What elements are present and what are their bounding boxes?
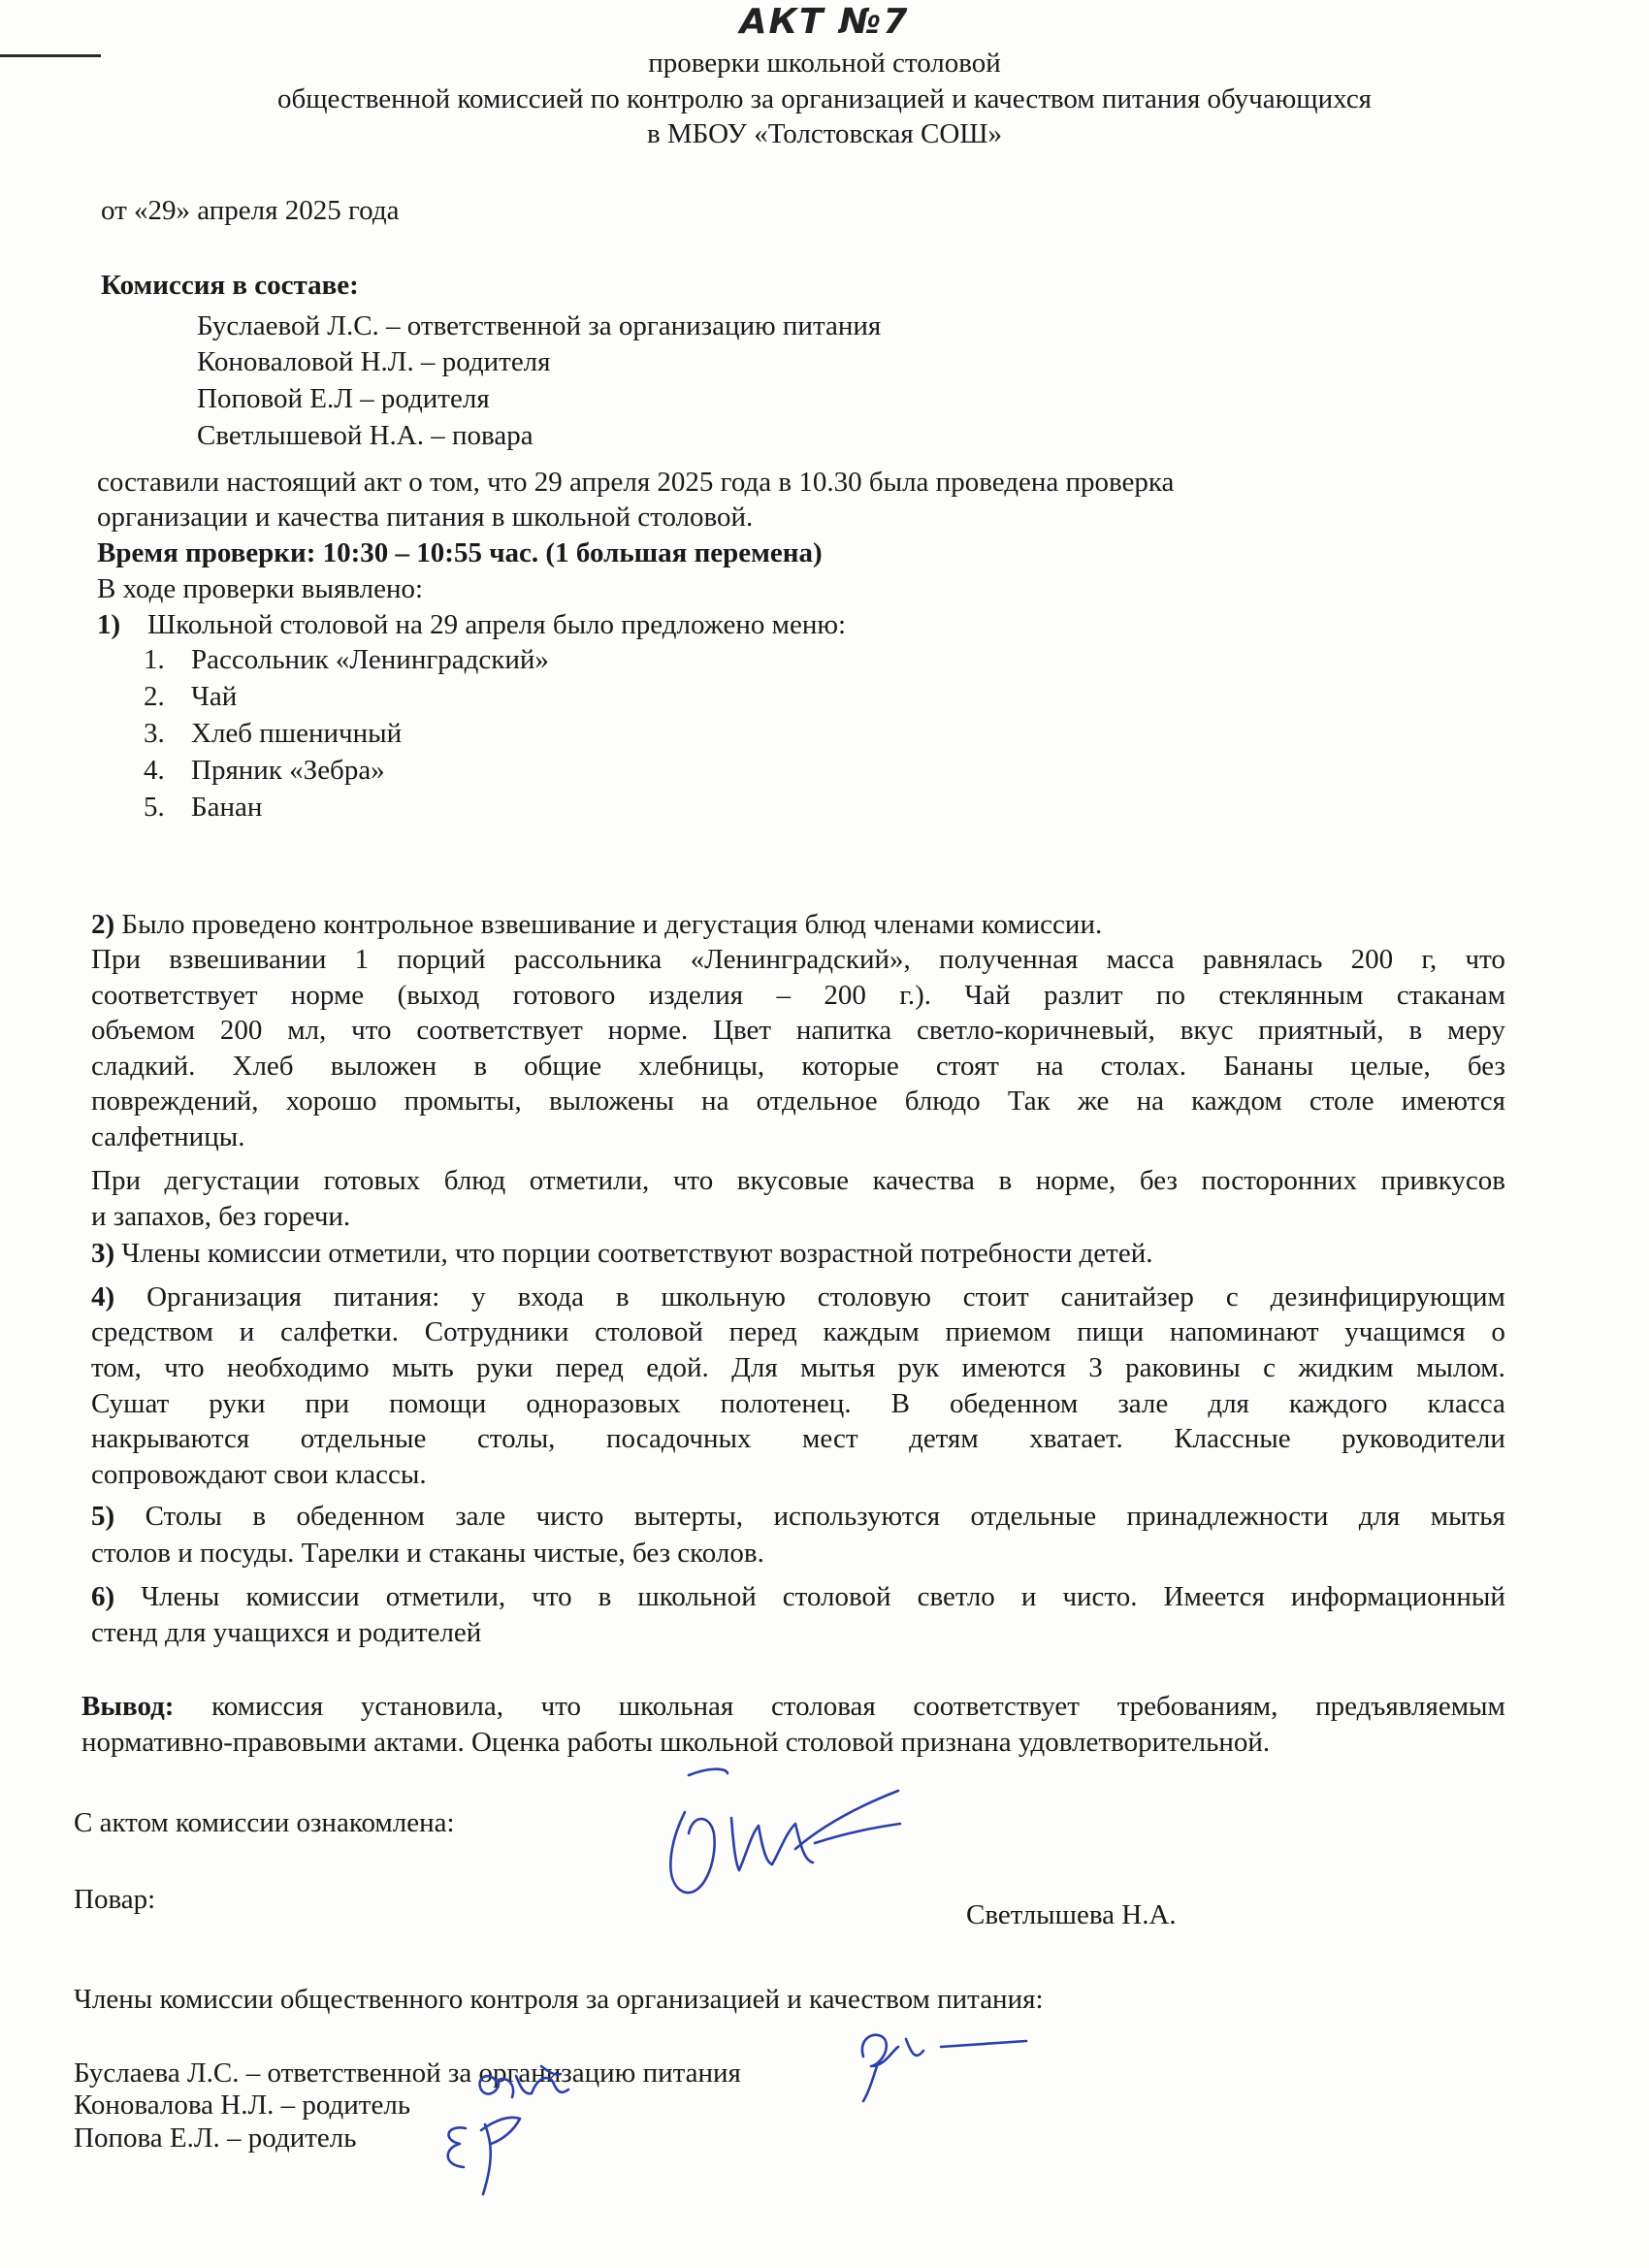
word: без: [1467, 1051, 1505, 1082]
word: мыть: [392, 1352, 454, 1383]
word: светло-коричневый,: [916, 1015, 1155, 1046]
word: При: [91, 1165, 141, 1196]
item-5-first-line: [91, 1500, 1505, 1533]
item-4-line: сопровождают свои классы.: [91, 1459, 427, 1490]
item-3: [91, 1237, 1152, 1270]
word: с: [1225, 1281, 1239, 1312]
word: Для: [731, 1352, 778, 1383]
word: едой.: [646, 1352, 709, 1383]
word: рук: [897, 1352, 940, 1383]
word: и: [239, 1316, 255, 1347]
item-2-line: [91, 1050, 1505, 1083]
word: комиссия: [211, 1691, 324, 1722]
word: средством: [91, 1316, 213, 1347]
word: Хлеб: [232, 1051, 294, 1082]
word: выложен: [330, 1051, 437, 1082]
word: мл,: [287, 1015, 327, 1046]
item-3-text: Члены комиссии отметили, что порции соответствуют возрастной потребности детей.: [114, 1238, 1153, 1269]
word: что: [351, 1015, 392, 1046]
word: «Ленинградский»,: [690, 944, 911, 975]
popova-signature: [427, 2086, 563, 2202]
word: по: [1155, 980, 1185, 1011]
menu-item-number: 2.: [144, 681, 165, 712]
word: мест: [802, 1423, 858, 1454]
word: столе: [1309, 1085, 1374, 1117]
word: входа: [517, 1281, 584, 1312]
word: информационный: [1290, 1581, 1505, 1612]
word: столы,: [476, 1423, 556, 1454]
word: Так: [1007, 1085, 1051, 1117]
word: что: [1465, 944, 1505, 975]
signer-line: Коновалова Н.Л. – родитель: [74, 2090, 411, 2121]
item-2-line: и запахов, без горечи.: [91, 1201, 351, 1232]
word: требованиям,: [1116, 1691, 1278, 1722]
act-date: от «29» апреля 2025 года: [101, 195, 400, 226]
word: необходимо: [226, 1352, 370, 1383]
word: меру: [1446, 1015, 1505, 1046]
item-2-line: [91, 979, 1505, 1012]
word: санитайзер: [1060, 1281, 1194, 1312]
word: промыты,: [404, 1085, 522, 1117]
intro-line: составили настоящий акт о том, что 29 апреля 2025 года в 10.30 была проведена проверка: [97, 467, 1175, 498]
word: без: [1139, 1165, 1178, 1196]
item-2-line: салфетницы.: [91, 1121, 245, 1152]
word: вкус: [1180, 1015, 1234, 1046]
menu-item-number: 1.: [144, 644, 165, 675]
word: том,: [91, 1352, 142, 1383]
word: дезинфицирующим: [1270, 1281, 1505, 1312]
word: отдельные: [300, 1423, 427, 1454]
word: в: [252, 1501, 267, 1532]
word: целые,: [1350, 1051, 1431, 1082]
word: зале: [455, 1501, 506, 1532]
word: готового: [512, 980, 616, 1011]
word: г.).: [899, 980, 932, 1011]
word: перед: [555, 1352, 624, 1383]
word: столовой: [782, 1581, 891, 1612]
word: соответствует: [913, 1691, 1080, 1722]
word: в: [473, 1051, 488, 1082]
word: для: [1208, 1388, 1249, 1419]
header-line-3: в МБОУ «Толстовская СОШ»: [646, 118, 1003, 149]
word: что: [532, 1581, 572, 1612]
word: в: [998, 1165, 1013, 1196]
cook-name: Светлышева Н.А.: [966, 1899, 1177, 1930]
commission-heading: Комиссия в составе:: [101, 270, 359, 301]
word: (выход: [397, 980, 480, 1011]
item-2-first-line: [91, 908, 1102, 941]
word: повреждений,: [91, 1085, 259, 1117]
word: хватает.: [1029, 1423, 1123, 1454]
item-2-line: [91, 1085, 1505, 1118]
word: вытерты,: [633, 1501, 744, 1532]
item-2-line: [91, 1014, 1505, 1047]
item-3-number: 3): [91, 1238, 115, 1269]
word: пищи: [1077, 1316, 1145, 1347]
menu-item-number: 3.: [144, 718, 165, 749]
word: школьной: [637, 1581, 757, 1612]
word: имеются: [961, 1352, 1066, 1383]
commission-member: Буслаевой Л.С. – ответственной за организацию питания: [197, 310, 882, 341]
commission-member: Светлышевой Н.А. – повара: [197, 420, 534, 451]
word: посторонних: [1201, 1165, 1357, 1196]
word: обеденном: [296, 1501, 425, 1532]
word: на: [701, 1085, 729, 1117]
word: и: [1020, 1581, 1037, 1612]
word: Имеется: [1163, 1581, 1265, 1612]
item-6-number: 6): [91, 1581, 115, 1612]
word: Цвет: [713, 1015, 772, 1046]
word: соответствует: [91, 980, 258, 1011]
word: класса: [1427, 1388, 1505, 1419]
word: дегустации: [164, 1165, 300, 1196]
word: Классные: [1174, 1423, 1291, 1454]
word: стоит: [962, 1281, 1029, 1312]
word: мылом.: [1416, 1352, 1505, 1383]
header-line-2: общественной комиссией по контролю за организацией и качеством питания обучающихся: [276, 83, 1373, 114]
word: полотенец.: [720, 1388, 852, 1419]
item-4-first-line: [91, 1280, 1505, 1313]
word: норме,: [1035, 1165, 1116, 1196]
menu-item-name: Пряник «Зебра»: [191, 755, 385, 786]
word: школьную: [661, 1281, 786, 1312]
word: отметили,: [385, 1581, 506, 1612]
word: руководители: [1342, 1423, 1505, 1454]
word: в: [598, 1581, 612, 1612]
item-2-line: [91, 1164, 1505, 1197]
word: детям: [909, 1423, 979, 1454]
word: школьная: [618, 1691, 734, 1722]
menu-item-name: Хлеб пшеничный: [191, 718, 403, 749]
menu-item-name: Рассольник «Ленинградский»: [191, 644, 549, 675]
check-time: Время проверки: 10:30 – 10:55 час. (1 большая перемена): [97, 537, 823, 568]
word: г,: [1421, 944, 1438, 975]
item-6-line: стенд для учащихся и родителей: [91, 1617, 482, 1648]
word: стеклянным: [1218, 980, 1364, 1011]
word: каждом: [1191, 1085, 1282, 1117]
word: зале: [1117, 1388, 1169, 1419]
word: же: [1077, 1085, 1110, 1117]
word: порций: [397, 944, 486, 975]
menu-item-number: 5.: [144, 792, 165, 823]
word: 1: [354, 944, 370, 975]
cook-signature: [650, 1756, 902, 1921]
members-heading: Члены комиссии общественного контроля за организацией и качеством питания:: [74, 1984, 1044, 2015]
item-1-text: Школьной столовой на 29 апреля было предложено меню:: [147, 609, 847, 640]
act-title: АКТ №7: [739, 2, 910, 42]
word: При: [91, 944, 141, 975]
word: столовую: [817, 1281, 931, 1312]
word: приятный,: [1258, 1015, 1384, 1046]
acquainted-label: С актом комиссии ознакомлена:: [74, 1807, 455, 1838]
item-5-number: 5): [91, 1501, 115, 1532]
word: равнялась: [1202, 944, 1323, 975]
word: Члены: [141, 1581, 220, 1612]
header-line-1: проверки школьной столовой: [648, 48, 1001, 79]
word: Сушат: [91, 1388, 170, 1419]
word: отметили,: [529, 1165, 650, 1196]
word: руки: [209, 1388, 266, 1419]
word: каждым: [823, 1316, 920, 1347]
word: у: [471, 1281, 486, 1312]
word: общие: [524, 1051, 602, 1082]
item-1-number: 1): [97, 609, 121, 640]
item-4-line: [91, 1315, 1505, 1348]
word: комиссии: [245, 1581, 360, 1612]
word: на: [1036, 1051, 1064, 1082]
word: разлит: [1044, 980, 1123, 1011]
word: –: [776, 980, 792, 1011]
word: раковины: [1125, 1352, 1241, 1383]
word: столовая: [770, 1691, 876, 1722]
commission-member: Поповой Е.Л – родителя: [197, 383, 490, 414]
word: готовых: [323, 1165, 421, 1196]
word: Бананы: [1223, 1051, 1314, 1082]
word: которые: [801, 1051, 899, 1082]
menu-item-number: 4.: [144, 755, 165, 786]
item-6-first-line: [91, 1580, 1505, 1613]
word: обеденном: [949, 1388, 1079, 1419]
word: салфетки.: [279, 1316, 399, 1347]
word: 200: [1350, 944, 1394, 975]
signer-line: Попова Е.Л. – родитель: [74, 2122, 357, 2154]
word: напоминают: [1169, 1316, 1319, 1347]
menu-item-name: Банан: [191, 792, 263, 823]
word: 200: [219, 1015, 263, 1046]
word: установила,: [360, 1691, 503, 1722]
word: накрываются: [91, 1423, 250, 1454]
item-4-line: [91, 1351, 1505, 1384]
word: чисто.: [1062, 1581, 1138, 1612]
word: жидким: [1298, 1352, 1394, 1383]
word: руки: [476, 1352, 534, 1383]
word: 3: [1088, 1352, 1103, 1383]
word: норме.: [607, 1015, 689, 1046]
word: взвешивании: [169, 944, 327, 975]
word: на: [1136, 1085, 1164, 1117]
word: в: [615, 1281, 630, 1312]
word: рассольника: [513, 944, 663, 975]
word: блюдо: [904, 1085, 981, 1117]
word: питания:: [333, 1281, 440, 1312]
item-4-number: 4): [91, 1281, 115, 1312]
word: о: [1491, 1316, 1505, 1347]
word: мытья: [1430, 1501, 1505, 1532]
word: изделия: [648, 980, 744, 1011]
cook-label: Повар:: [74, 1884, 156, 1915]
word: стаканам: [1396, 980, 1505, 1011]
item-2-line: [91, 943, 1505, 976]
word: что: [540, 1691, 582, 1722]
word: отдельные: [970, 1501, 1097, 1532]
commission-member: Коноваловой Н.Л. – родителя: [197, 346, 551, 377]
word: имеются: [1401, 1085, 1505, 1117]
found-heading: В ходе проверки выявлено:: [97, 573, 424, 604]
word: перед: [728, 1316, 797, 1347]
word: сладкий.: [91, 1051, 196, 1082]
word: Чай: [964, 980, 1011, 1011]
word: Сотрудники: [424, 1316, 569, 1347]
word: посадочных: [606, 1423, 752, 1454]
word: выложены: [548, 1085, 674, 1117]
word: одноразовых: [526, 1388, 681, 1419]
word: вкусовые: [736, 1165, 850, 1196]
word: чисто: [535, 1501, 604, 1532]
word: мытья: [800, 1352, 876, 1383]
item-4-line: [91, 1387, 1505, 1420]
word: в: [1408, 1015, 1423, 1046]
item-5-line: столов и посуды. Тарелки и стаканы чистые, без сколов.: [91, 1538, 764, 1569]
word: помощи: [389, 1388, 487, 1419]
word: отдельное: [756, 1085, 878, 1117]
menu-item-name: Чай: [191, 681, 238, 712]
word: стоят: [935, 1051, 999, 1082]
word: полученная: [939, 944, 1079, 975]
word: хорошо: [285, 1085, 377, 1117]
word: что: [164, 1352, 205, 1383]
word: для: [1358, 1501, 1401, 1532]
word: Столы: [145, 1501, 222, 1532]
word: предъявляемым: [1315, 1691, 1505, 1722]
word: используются: [773, 1501, 941, 1532]
word: качества: [872, 1165, 975, 1196]
word: масса: [1106, 944, 1175, 975]
word: В: [890, 1388, 910, 1419]
buslaeva-signature: [834, 2018, 1028, 2105]
word: приемом: [945, 1316, 1051, 1347]
word: принадлежности: [1126, 1501, 1329, 1532]
word: светло: [917, 1581, 995, 1612]
word: 200: [824, 980, 866, 1011]
conclusion-label: Вывод:: [81, 1691, 175, 1722]
word: при: [305, 1388, 350, 1419]
word: Организация: [146, 1281, 303, 1312]
conclusion-first-line: [81, 1690, 1505, 1723]
word: столах.: [1100, 1051, 1187, 1082]
signer-line: Буслаева Л.С. – ответственной за организацию питания: [74, 2057, 741, 2089]
word: с: [1263, 1352, 1277, 1383]
item-2-line: Было проведено контрольное взвешивание и дегустация блюд членами комиссии.: [114, 909, 1103, 940]
word: объемом: [91, 1015, 196, 1046]
word: что: [672, 1165, 714, 1196]
word: столовой: [595, 1316, 703, 1347]
word: блюд: [443, 1165, 506, 1196]
item-2-number: 2): [91, 909, 115, 940]
word: хлебницы,: [638, 1051, 765, 1082]
word: напитка: [795, 1015, 892, 1046]
conclusion-line: нормативно-правовыми актами. Оценка работы школьной столовой признана удовлетворительной.: [81, 1727, 1271, 1758]
word: норме: [290, 980, 365, 1011]
intro-line: организации и качества питания в школьной столовой.: [97, 502, 754, 533]
word: учащимся: [1344, 1316, 1466, 1347]
word: каждого: [1288, 1388, 1388, 1419]
item-4-line: [91, 1422, 1505, 1455]
word: привкусов: [1380, 1165, 1505, 1196]
word: соответствует: [416, 1015, 583, 1046]
